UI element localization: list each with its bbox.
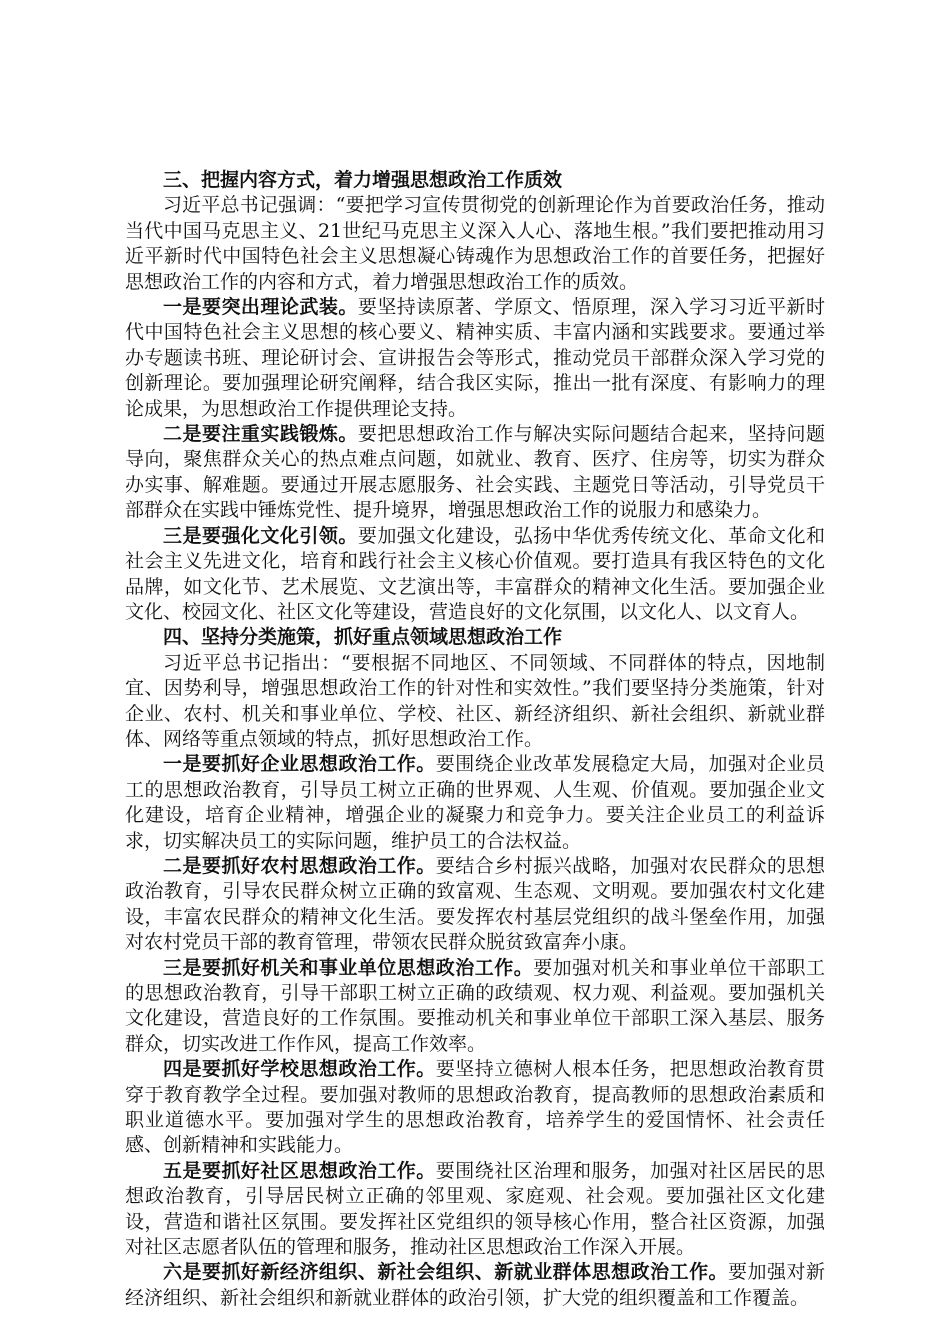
section-4-point-1 <box>125 752 825 854</box>
section-4-point-4 <box>125 1057 825 1159</box>
point-lead: 二是要抓好农村思想政治工作。 <box>163 854 436 877</box>
point-body: 要加强对机关和事业单位干部职工的思想政治教育，引导干部职工树立正确的政绩观、权力观、利益观。要加强机关文化建设，营造良好的工作氛围。要推动机关和事业单位干部职工深入基层、服务群众，切实改进工作作风，提高工作效率。 <box>125 956 825 1055</box>
section-3-intro: 习近平总书记强调：“要把学习宣传贯彻党的创新理论作为首要政治任务，推动当代中国马克思主义、21世纪马克思主义深入人心、落地生根。”我们要把推动用习近平新时代中国特色社会主义思想凝心铸魂作为思想政治工作的首要任务，把握好思想政治工作的内容和方式，着力增强思想政治工作的质效。 <box>125 194 825 293</box>
section-3-point-2 <box>125 422 825 524</box>
point-lead: 三是要强化文化引领。 <box>163 524 358 547</box>
section-4-point-3 <box>125 956 825 1058</box>
section-4-intro: 习近平总书记指出：“要根据不同地区、不同领域、不同群体的特点，因地制宜、因势利导，增强思想政治工作的针对性和实效性。”我们要坚持分类施策，针对企业、农村、机关和事业单位、学校、社区、新经济组织、新社会组织、新就业群体、网络等重点领域的特点，抓好思想政治工作。 <box>125 651 825 750</box>
section-3-point-3 <box>125 524 825 626</box>
point-lead: 五是要抓好社区思想政治工作。 <box>163 1159 436 1182</box>
point-lead: 四是要抓好学校思想政治工作。 <box>163 1058 436 1081</box>
point-lead: 六是要抓好新经济组织、新社会组织、新就业群体思想政治工作。 <box>163 1261 729 1284</box>
section-4-point-6 <box>125 1260 825 1311</box>
point-body: 要加强文化建设，弘扬中华优秀传统文化、革命文化和社会主义先进文化，培育和践行社会主义核心价值观。要打造具有我区特色的文化品牌，如文化节、艺术展览、文艺演出等，丰富群众的精神文化生活。要加强企业文化、校园文化、社区文化等建设，营造良好的文化氛围，以文化人、以文育人。 <box>125 524 825 623</box>
point-lead: 一是要突出理论武装。 <box>163 296 358 319</box>
point-lead: 二是要注重实践锻炼。 <box>163 423 358 446</box>
section-4-point-5 <box>125 1159 825 1261</box>
point-body: 要坚持读原著、学原文、悟原理，深入学习习近平新时代中国特色社会主义思想的核心要义、精神实质、丰富内涵和实践要求。要通过举办专题读书班、理论研讨会、宣讲报告会等形式，推动党员干部群众深入学习党的创新理论。要加强理论研究阐释，结合我区实际，推出一批有深度、有影响力的理论成果，为思想政治工作提供理论支持。 <box>125 296 825 420</box>
point-body: 要结合乡村振兴战略，加强对农民群众的思想政治教育，引导农民群众树立正确的致富观、生态观、文明观。要加强农村文化建设，丰富农民群众的精神文化生活。要发挥农村基层党组织的战斗堡垒作用，加强对农村党员干部的教育管理，带领农民群众脱贫致富奔小康。 <box>125 854 825 954</box>
section-4-point-2 <box>125 854 825 956</box>
point-body: 要加强对新经济组织、新社会组织和新就业群体的政治引领，扩大党的组织覆盖和工作覆盖。 <box>125 1261 825 1309</box>
point-body: 要把思想政治工作与解决实际问题结合起来，坚持问题导向，聚焦群众关心的热点难点问题，如就业、教育、医疗、住房等，切实为群众办实事、解难题。要通过开展志愿服务、社会实践、主题党日等活动，引导党员干部群众在实践中锤炼党性、提升境界，增强思想政治工作的说服力和感染力。 <box>125 423 825 522</box>
point-body: 要坚持立德树人根本任务，把思想政治教育贯穿于教育教学全过程。要加强对教师的思想政治教育，提高教师的思想政治素质和职业道德水平。要加强对学生的思想政治教育，培养学生的爱国情怀、社会责任感、创新精神和实践能力。 <box>125 1058 825 1157</box>
point-lead: 一是要抓好企业思想政治工作。 <box>163 753 436 776</box>
document-body <box>125 168 825 1311</box>
section-heading-3: 三、把握内容方式，着力增强思想政治工作质效 <box>163 169 563 191</box>
point-body: 要围绕社区治理和服务，加强对社区居民的思想政治教育，引导居民树立正确的邻里观、家庭观、社会观。要加强社区文化建设，营造和谐社区氛围。要发挥社区党组织的领导核心作用，整合社区资源，加强对社区志愿者队伍的管理和服务，推动社区思想政治工作深入开展。 <box>125 1159 825 1259</box>
section-heading-4: 四、坚持分类施策，抓好重点领域思想政治工作 <box>163 626 563 649</box>
point-body: 要围绕企业改革发展稳定大局，加强对企业员工的思想政治教育，引导员工树立正确的世界观、人生观、价值观。要加强企业文化建设，培育企业精神，增强企业的凝聚力和竞争力。要关注企业员工的利益诉求，切实解决员工的实际问题，维护员工的合法权益。 <box>125 753 825 852</box>
section-3-point-1 <box>125 295 825 422</box>
point-lead: 三是要抓好机关和事业单位思想政治工作。 <box>163 956 534 979</box>
